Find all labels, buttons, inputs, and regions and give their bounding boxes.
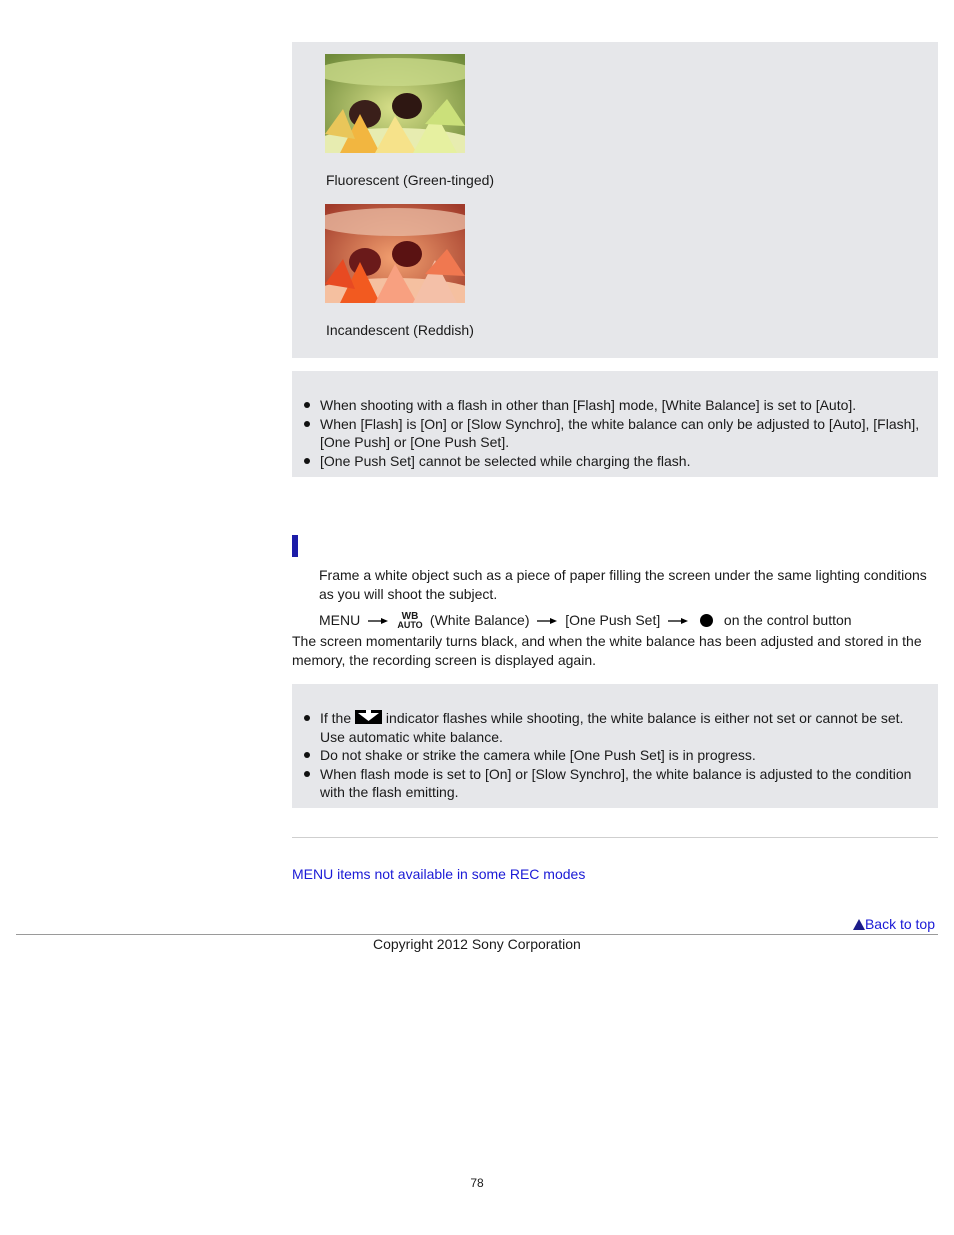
- notes-panel-one-push: [292, 684, 938, 808]
- example-images-panel: [292, 42, 938, 358]
- related-link-menu-items[interactable]: MENU items not available in some REC modes: [292, 866, 586, 882]
- white-balance-label: (White Balance): [429, 612, 530, 628]
- list-item: When [Flash] is [On] or [Slow Synchro], the white balance can only be adjusted to [Auto], [Flash], [One Push] or [One Push Set].: [302, 415, 930, 452]
- up-triangle-icon: [853, 919, 865, 930]
- one-push-indicator-icon: [355, 710, 382, 724]
- notes-list-flash: [302, 396, 930, 470]
- arrow-right-icon: [368, 616, 388, 626]
- menu-path: [319, 608, 852, 632]
- incandescent-caption: Incandescent (Reddish): [326, 322, 474, 338]
- list-item: Do not shake or strike the camera while [One Push Set] is in progress.: [302, 746, 930, 765]
- divider: [292, 837, 938, 838]
- copyright: Copyright 2012 Sony Corporation: [373, 936, 581, 952]
- footer-divider: [16, 934, 938, 935]
- notes-list-one-push: [302, 709, 930, 802]
- fluorescent-example-image: [325, 54, 465, 153]
- control-button-label: on the control button: [723, 612, 852, 628]
- list-item: When flash mode is set to [On] or [Slow Synchro], the white balance is adjusted to the condition with the flash emitting.: [302, 765, 930, 802]
- step-frame-white-object: Frame a white object such as a piece of paper filling the screen under the same lighting conditions as you will shoot the subject.: [319, 567, 927, 602]
- arrow-right-icon: [668, 616, 688, 626]
- center-button-icon: [700, 614, 713, 627]
- fluorescent-caption: Fluorescent (Green-tinged): [326, 172, 495, 188]
- incandescent-example-image: [325, 204, 465, 303]
- list-item: [One Push Set] cannot be selected while charging the flash.: [302, 452, 930, 471]
- result-description: The screen momentarily turns black, and when the white balance has been adjusted and stored in the memory, the recording screen is displayed again.: [292, 633, 922, 668]
- one-push-set-label: [One Push Set]: [565, 612, 661, 628]
- wb-auto-icon: WB AUTO: [397, 611, 423, 631]
- back-to-top-link[interactable]: Back to top: [853, 916, 935, 932]
- section-heading-marker: [292, 535, 298, 557]
- list-item: If the indicator flashes while shooting, the white balance is either not set or cannot be set. Use automatic white balance.: [302, 709, 930, 746]
- notes-panel-flash: [292, 371, 938, 477]
- menu-label: MENU: [319, 612, 361, 628]
- arrow-right-icon: [537, 616, 557, 626]
- list-item: When shooting with a flash in other than [Flash] mode, [White Balance] is set to [Auto].: [302, 396, 930, 415]
- page-number: 78: [470, 1176, 484, 1190]
